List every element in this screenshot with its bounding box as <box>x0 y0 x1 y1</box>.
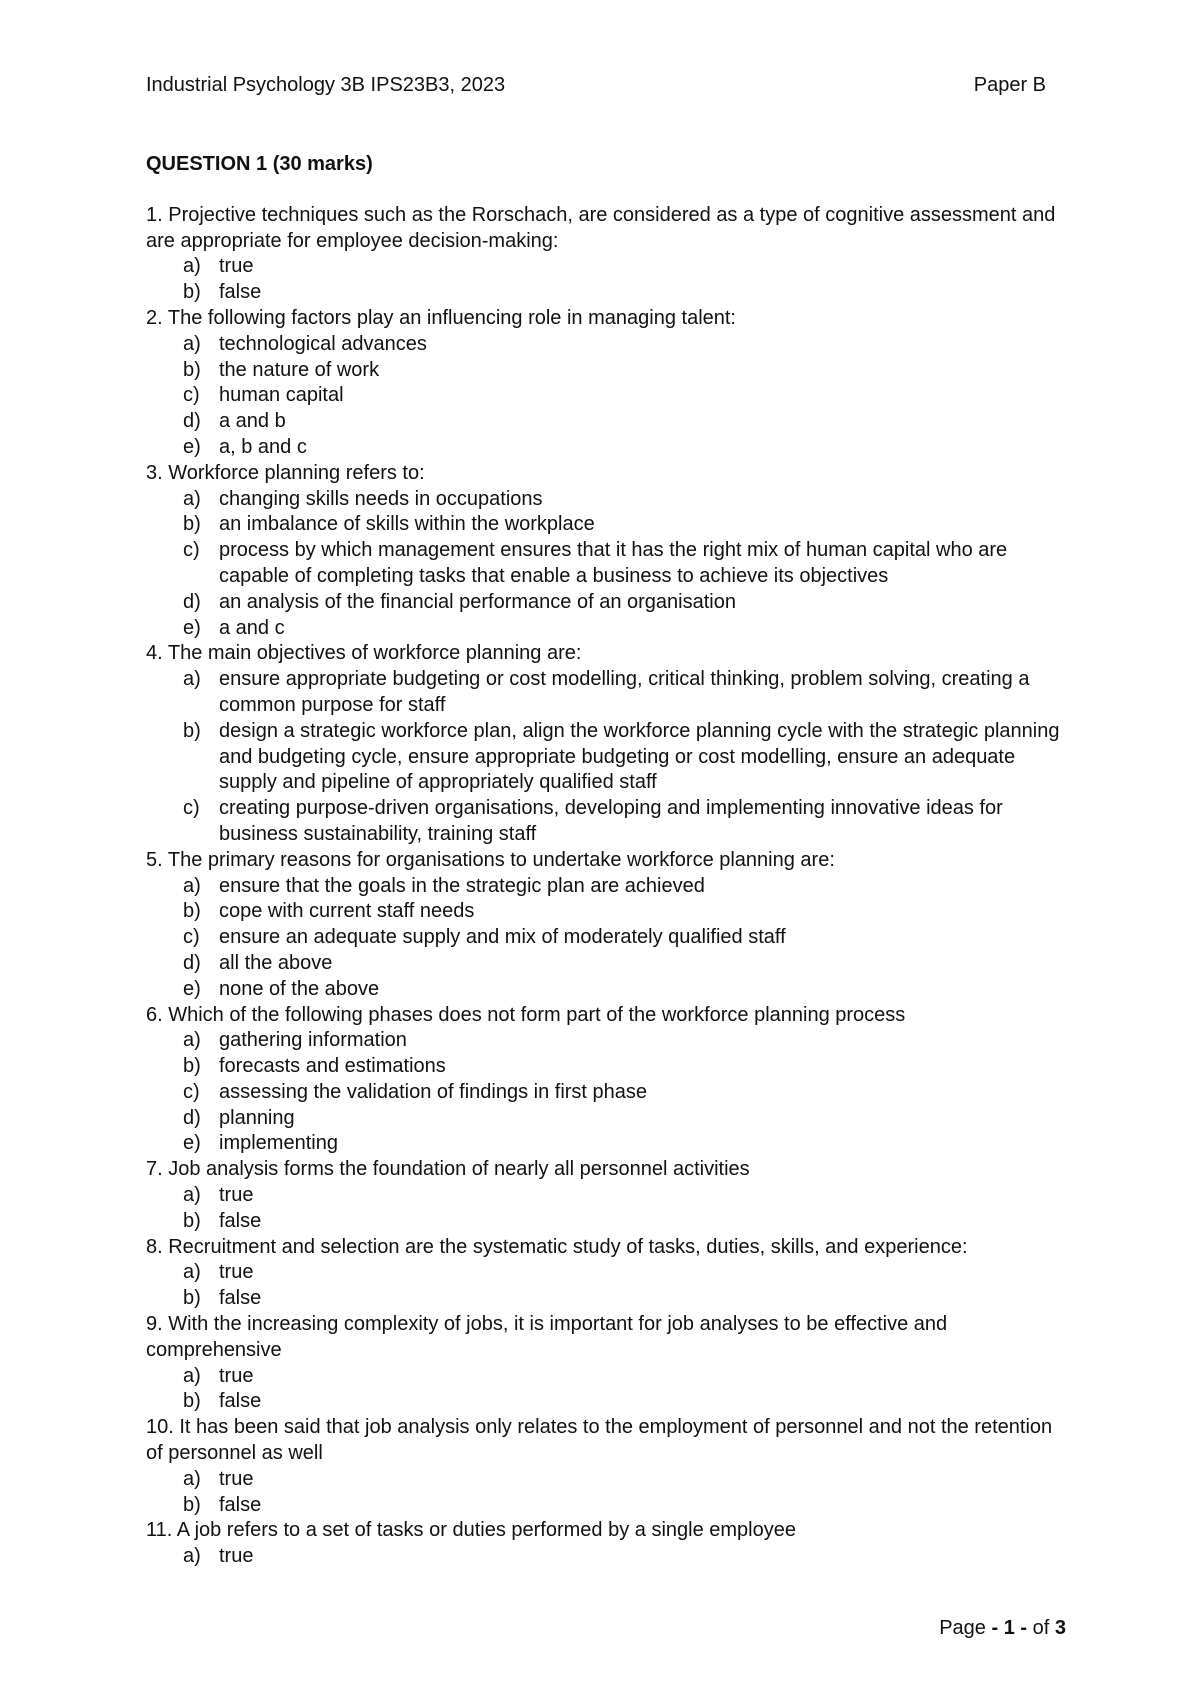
option-text: creating purpose-driven organisations, developing and implementing innovative ideas for business sustainability, training staff <box>219 797 1003 845</box>
option-text: false <box>219 1287 262 1310</box>
option-letter: e) <box>183 616 201 639</box>
option-letter: e) <box>183 977 201 1000</box>
answer-option <box>146 332 1066 358</box>
option-text: an imbalance of skills within the workplace <box>219 513 595 536</box>
option-letter: c) <box>183 926 200 949</box>
course-title: Industrial Psychology 3B IPS23B3, 2023 <box>146 74 506 96</box>
answer-option <box>146 1364 1066 1390</box>
option-letter: d) <box>183 410 201 433</box>
question-text: 6. Which of the following phases does not form part of the workforce planning process <box>146 1003 906 1026</box>
option-text: true <box>219 255 254 278</box>
option-list <box>146 1364 1066 1416</box>
option-list <box>146 874 1066 1003</box>
option-letter: b) <box>183 358 201 381</box>
option-text: all the above <box>219 951 333 974</box>
option-text: false <box>219 1209 262 1232</box>
option-list <box>146 1028 1066 1157</box>
answer-option <box>146 358 1066 384</box>
page-word: Page <box>939 1617 986 1639</box>
option-text: a, b and c <box>219 435 307 458</box>
option-letter: b) <box>183 900 201 923</box>
answer-option <box>146 719 1066 796</box>
answer-option <box>146 1209 1066 1235</box>
option-text: cope with current staff needs <box>219 900 475 923</box>
paper-label: Paper B <box>973 74 1046 96</box>
question-text: 5. The primary reasons for organisations to undertake workforce planning are: <box>146 848 835 871</box>
option-list <box>146 254 1066 306</box>
question-text: 7. Job analysis forms the foundation of nearly all personnel activities <box>146 1158 750 1181</box>
option-list <box>146 332 1066 461</box>
option-text: an analysis of the financial performance of an organisation <box>219 590 736 613</box>
answer-option <box>146 538 1066 590</box>
option-letter: a) <box>183 1029 201 1052</box>
option-letter: a) <box>183 487 201 510</box>
answer-option <box>146 977 1066 1003</box>
option-letter: d) <box>183 951 201 974</box>
answer-option <box>146 1260 1066 1286</box>
answer-option <box>146 280 1066 306</box>
option-text: true <box>219 1467 254 1490</box>
question-text: 10. It has been said that job analysis only relates to the employment of personnel and not the retention of personnel as well <box>146 1416 1053 1465</box>
option-text: planning <box>219 1106 295 1129</box>
option-letter: b) <box>183 1390 201 1413</box>
option-letter: a) <box>183 1261 201 1284</box>
page-sep-1: - <box>985 1617 1004 1639</box>
question-7 <box>146 1157 1066 1234</box>
option-letter: d) <box>183 1106 201 1129</box>
page-footer <box>939 1615 1066 1641</box>
option-text: true <box>219 1545 254 1568</box>
answer-option <box>146 925 1066 951</box>
answer-option <box>146 1389 1066 1415</box>
option-text: human capital <box>219 384 344 407</box>
answer-option <box>146 874 1066 900</box>
option-text: true <box>219 1184 254 1207</box>
option-letter: b) <box>183 1055 201 1078</box>
answer-option <box>146 1544 1066 1570</box>
option-text: ensure that the goals in the strategic plan are achieved <box>219 874 705 897</box>
answer-option <box>146 487 1066 513</box>
question-text: 4. The main objectives of workforce planning are: <box>146 642 582 665</box>
question-text: 2. The following factors play an influencing role in managing talent: <box>146 306 736 329</box>
answer-option <box>146 1054 1066 1080</box>
option-letter: a) <box>183 255 201 278</box>
question-10 <box>146 1415 1066 1518</box>
answer-option <box>146 383 1066 409</box>
option-letter: a) <box>183 1184 201 1207</box>
answer-option <box>146 1131 1066 1157</box>
option-letter: c) <box>183 539 200 562</box>
option-list <box>146 667 1066 848</box>
option-letter: e) <box>183 435 201 458</box>
option-text: assessing the validation of findings in first phase <box>219 1080 648 1103</box>
option-text: implementing <box>219 1132 338 1155</box>
option-text: ensure an adequate supply and mix of moderately qualified staff <box>219 926 786 949</box>
option-list <box>146 1544 1066 1570</box>
of-word: of <box>1032 1617 1055 1639</box>
question-6 <box>146 1003 1066 1158</box>
option-text: process by which management ensures that it has the right mix of human capital who are capable of completing tasks that enable a business to achieve its objectives <box>219 539 1008 587</box>
option-text: false <box>219 281 262 304</box>
option-list <box>146 1183 1066 1235</box>
option-text: the nature of work <box>219 358 380 381</box>
total-pages: 3 <box>1054 1617 1066 1639</box>
option-letter: c) <box>183 1080 200 1103</box>
option-text: a and b <box>219 410 286 433</box>
option-letter: e) <box>183 1132 201 1155</box>
question-text: 8. Recruitment and selection are the systematic study of tasks, duties, skills, and experience: <box>146 1235 968 1258</box>
question-text: 1. Projective techniques such as the Rorschach, are considered as a type of cognitive assessment and are appropriate for employee decision-making: <box>146 203 1056 252</box>
question-1 <box>146 203 1066 306</box>
answer-option <box>146 1493 1066 1519</box>
option-text: changing skills needs in occupations <box>219 487 543 510</box>
answer-option <box>146 951 1066 977</box>
option-letter: a) <box>183 1467 201 1490</box>
option-text: ensure appropriate budgeting or cost modelling, critical thinking, problem solving, creating a common purpose for staff <box>219 668 1030 716</box>
option-letter: b) <box>183 513 201 536</box>
question-8 <box>146 1235 1066 1312</box>
question-3 <box>146 461 1066 642</box>
answer-option <box>146 254 1066 280</box>
answer-option <box>146 1106 1066 1132</box>
option-list <box>146 1260 1066 1312</box>
option-letter: a) <box>183 668 201 691</box>
answer-option <box>146 667 1066 719</box>
option-letter: a) <box>183 874 201 897</box>
answer-option <box>146 409 1066 435</box>
question-4 <box>146 641 1066 847</box>
option-letter: b) <box>183 1493 201 1516</box>
question-11 <box>146 1518 1066 1570</box>
question-text: 11. A job refers to a set of tasks or duties performed by a single employee <box>146 1519 796 1542</box>
option-letter: a) <box>183 1364 201 1387</box>
page-sep-2: - <box>1014 1617 1033 1639</box>
answer-option <box>146 1286 1066 1312</box>
answer-option <box>146 796 1066 848</box>
option-letter: c) <box>183 797 200 820</box>
option-text: false <box>219 1493 262 1516</box>
option-letter: b) <box>183 1209 201 1232</box>
answer-option <box>146 899 1066 925</box>
question-5 <box>146 848 1066 1003</box>
question-9 <box>146 1312 1066 1415</box>
option-text: gathering information <box>219 1029 407 1052</box>
option-text: design a strategic workforce plan, align the workforce planning cycle with the strategic planning and budgeting cycle, ensure appropriate budgeting or cost modelling, ensure an adequate supply and pipeline of appropriately qualified staff <box>219 719 1060 794</box>
answer-option <box>146 1183 1066 1209</box>
question-2 <box>146 306 1066 461</box>
option-text: forecasts and estimations <box>219 1055 446 1078</box>
option-text: a and c <box>219 616 285 639</box>
option-list <box>146 487 1066 642</box>
option-letter: a) <box>183 332 201 355</box>
section-title: QUESTION 1 (30 marks) <box>146 153 373 175</box>
option-letter: b) <box>183 719 201 742</box>
option-letter: c) <box>183 384 200 407</box>
option-letter: b) <box>183 281 201 304</box>
answer-option <box>146 1028 1066 1054</box>
answer-option <box>146 1080 1066 1106</box>
option-text: technological advances <box>219 332 427 355</box>
option-text: true <box>219 1261 254 1284</box>
answer-option <box>146 590 1066 616</box>
answer-option <box>146 512 1066 538</box>
page-number: 1 <box>1003 1617 1015 1639</box>
option-text: none of the above <box>219 977 380 1000</box>
option-list <box>146 1467 1066 1519</box>
answer-option <box>146 1467 1066 1493</box>
option-text: true <box>219 1364 254 1387</box>
question-text: 9. With the increasing complexity of jobs, it is important for job analyses to be effective and comprehensive <box>146 1313 948 1361</box>
question-list <box>146 203 1066 1570</box>
option-letter: b) <box>183 1287 201 1310</box>
answer-option <box>146 435 1066 461</box>
answer-option <box>146 616 1066 642</box>
option-letter: a) <box>183 1545 201 1568</box>
question-text: 3. Workforce planning refers to: <box>146 461 425 484</box>
exam-content <box>146 152 1066 1570</box>
option-letter: d) <box>183 590 201 613</box>
option-text: false <box>219 1390 262 1413</box>
